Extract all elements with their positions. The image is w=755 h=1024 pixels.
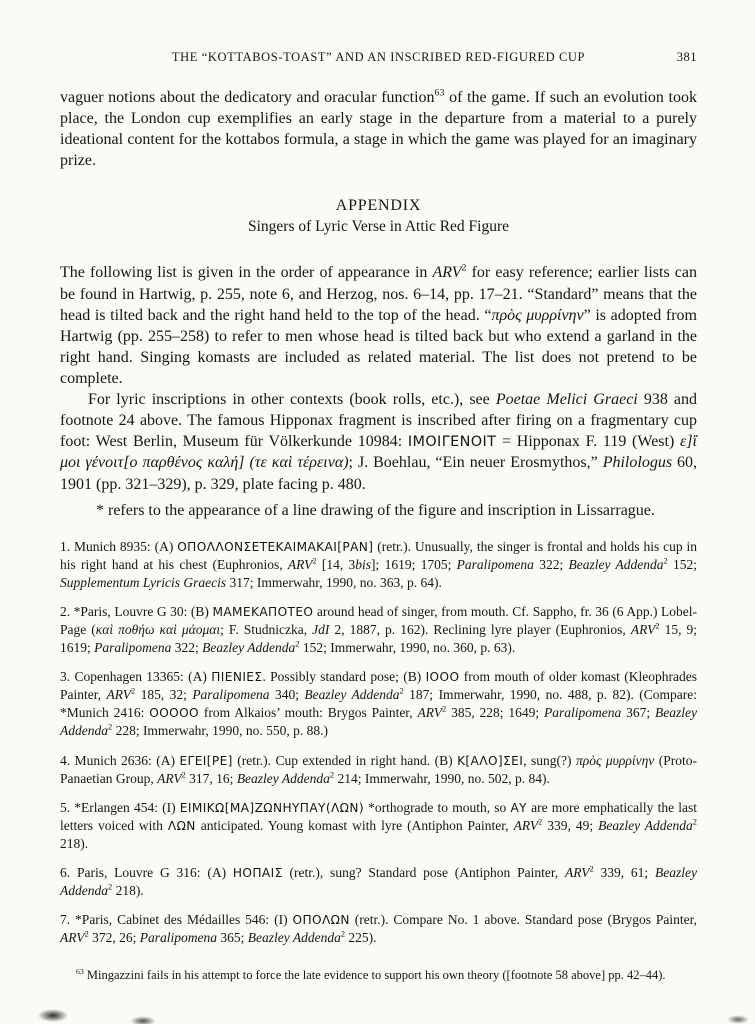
catalog-entry-5: 5. *Erlangen 454: (I) ΕΙΜΙΚΩ[ΜΑ]ΖΩΝΗΥΠΑΥ(ΛΩΝ) *orthograde to mouth, so ΑΥ are more emphatically the last letters voiced with ΛΩΝ anticipated. Young komast with lyre (Antiphon Painter, ARV$^2$ 339, 49; Beazley Addenda$^2$ 218).: [60, 799, 697, 851]
running-head-title: THE “KOTTABOS-TOAST” AND AN INSCRIBED RED-FIGURED CUP: [171, 50, 586, 64]
catalog-entry-6: 6. Paris, Louvre G 316: (A) ΗΟΠΑΙΣ (retr.), sung? Standard pose (Antiphon Painter, ARV$^2$ 339, 61; Beazley Addenda$^2$ 218).: [60, 864, 697, 898]
catalog-entry-1: 1. Munich 8935: (A) ΟΠΟΛΛΟΝΣΕΤΕΚΑΙΜΑΚΑΙ[ΡΑΝ] (retr.). Unusually, the singer is frontal and holds his cup in his right hand at his chest (Euphronios, ARV$^2$ [14, 3bis]; 1619; 1705; Paralipomena 322; Beazley Addenda$^2$ 152; Supplementum Lyricis Graecis 317; Immerwahr, 1990, no. 363, p. 64).: [60, 538, 697, 590]
scan-artifact-bottom-left-2: [130, 1016, 156, 1024]
scan-artifact-bottom-right: [727, 1015, 749, 1024]
paragraph-lyric-inscriptions: For lyric inscriptions in other contexts (book rolls, etc.), see Poetae Melici Graeci 938 and footnote 24 above. The famous Hipponax fragment is inscribed after firing on a fragmentary cup foot: West Berlin, Museum für Völkerkunde 10984: ΙΜΟΙΓΕΝΟΙΤ = Hipponax F. 119 (West) ε]ἴ μοι γένοιτ[ο παρθένος καλή] (τε καὶ τέρεινα); J. Boehlau, “Ein neuer Erosmythos,” Philologus 60, 1901 (pp. 321–329), p. 329, plate facing p. 480.: [60, 391, 698, 493]
catalog-entry-2: 2. *Paris, Louvre G 30: (B) ΜΑΜΕΚΑΠΟΤΕΟ around head of singer, from mouth. Cf. Sappho, fr. 36 (6 App.) Lobel-Page (καὶ ποθήω καὶ μάομαι; F. Studniczka, JdI 2, 1887, p. 162). Reclining lyre player (Euphronios, ARV$^2$ 15, 9; 1619; Paralipomena 322; Beazley Addenda$^2$ 152; Immerwahr, 1990, no. 360, p. 63).: [60, 603, 697, 656]
appendix-subtitle: Singers of Lyric Verse in Attic Red Figure: [247, 218, 510, 236]
paragraph-intro: vaguer notions about the dedicatory and oracular function$^{63}$ of the game. If such an evolution took place, the London cup exemplifies an early stage in the departure from a material to a purely ideational content for the kottabos formula, a stage in which the game was played for an imaginary prize.: [60, 87, 697, 170]
scan-artifact-bottom-left: [38, 1009, 68, 1022]
page-number: 381: [676, 50, 697, 64]
running-head: [60, 50, 697, 65]
catalog-entries: [60, 538, 697, 947]
catalog-entry-4: 4. Munich 2636: (A) ΕΓΕΙ[ΡΕ] (retr.). Cup extended in right hand. (B) Κ[ΑΛΟ]ΣΕΙ, sung(?) πρὸς μυρρίνην (Proto-Panaetian Group, ARV$^2$ 317, 16; Beazley Addenda$^2$ 214; Immerwahr, 1990, no. 502, p. 84).: [60, 752, 697, 786]
catalog-entry-7: 7. *Paris, Cabinet des Médailles 546: (I) ΟΠΟΛΩΝ (retr.). Compare No. 1 above. Standard pose (Brygos Painter, ARV$^2$ 372, 26; Paralipomena 365; Beazley Addenda$^2$ 225).: [60, 912, 697, 946]
paragraph-asterisk-note: * refers to the appearance of a line drawing of the figure and inscription in Lissarrague.: [96, 501, 655, 519]
appendix-heading: APPENDIX: [335, 197, 422, 215]
footnote-63: $^{63}$ Mingazzini fails in his attempt to force the late evidence to support his own theory ([footnote 58 above] pp. 42–44).: [76, 967, 666, 983]
paragraph-list-intro: The following list is given in the order of appearance in ARV$^2$ for easy reference; earlier lists can be found in Hartwig, p. 255, note 6, and Herzog, nos. 6–14, pp. 17–21. “Standard” means that the head is tilted back and the right hand held to the top of the head. “πρὸς μυρρίνην” is adopted from Hartwig (pp. 255–258) to refer to men whose head is tilted back but who extend a garland in the right hand. Singing komasts are included as related material. The list does not pretend to be complete.: [60, 263, 698, 387]
catalog-entry-3: 3. Copenhagen 13365: (A) ΠΙΕΝΙΕΣ. Possibly standard pose; (B) ΙΟΟΟ from mouth of older komast (Kleophrades Painter, ARV$^2$ 185, 32; Paralipomena 340; Beazley Addenda$^2$ 187; Immerwahr, 1990, no. 488, p. 82). (Compare: *Munich 2416: ΟΟΟΟΟ from Alkaios’ mouth: Brygos Painter, ARV$^2$ 385, 228; 1649; Paralipomena 367; Beazley Addenda$^2$ 228; Immerwahr, 1990, no. 550, p. 88.): [60, 669, 697, 739]
